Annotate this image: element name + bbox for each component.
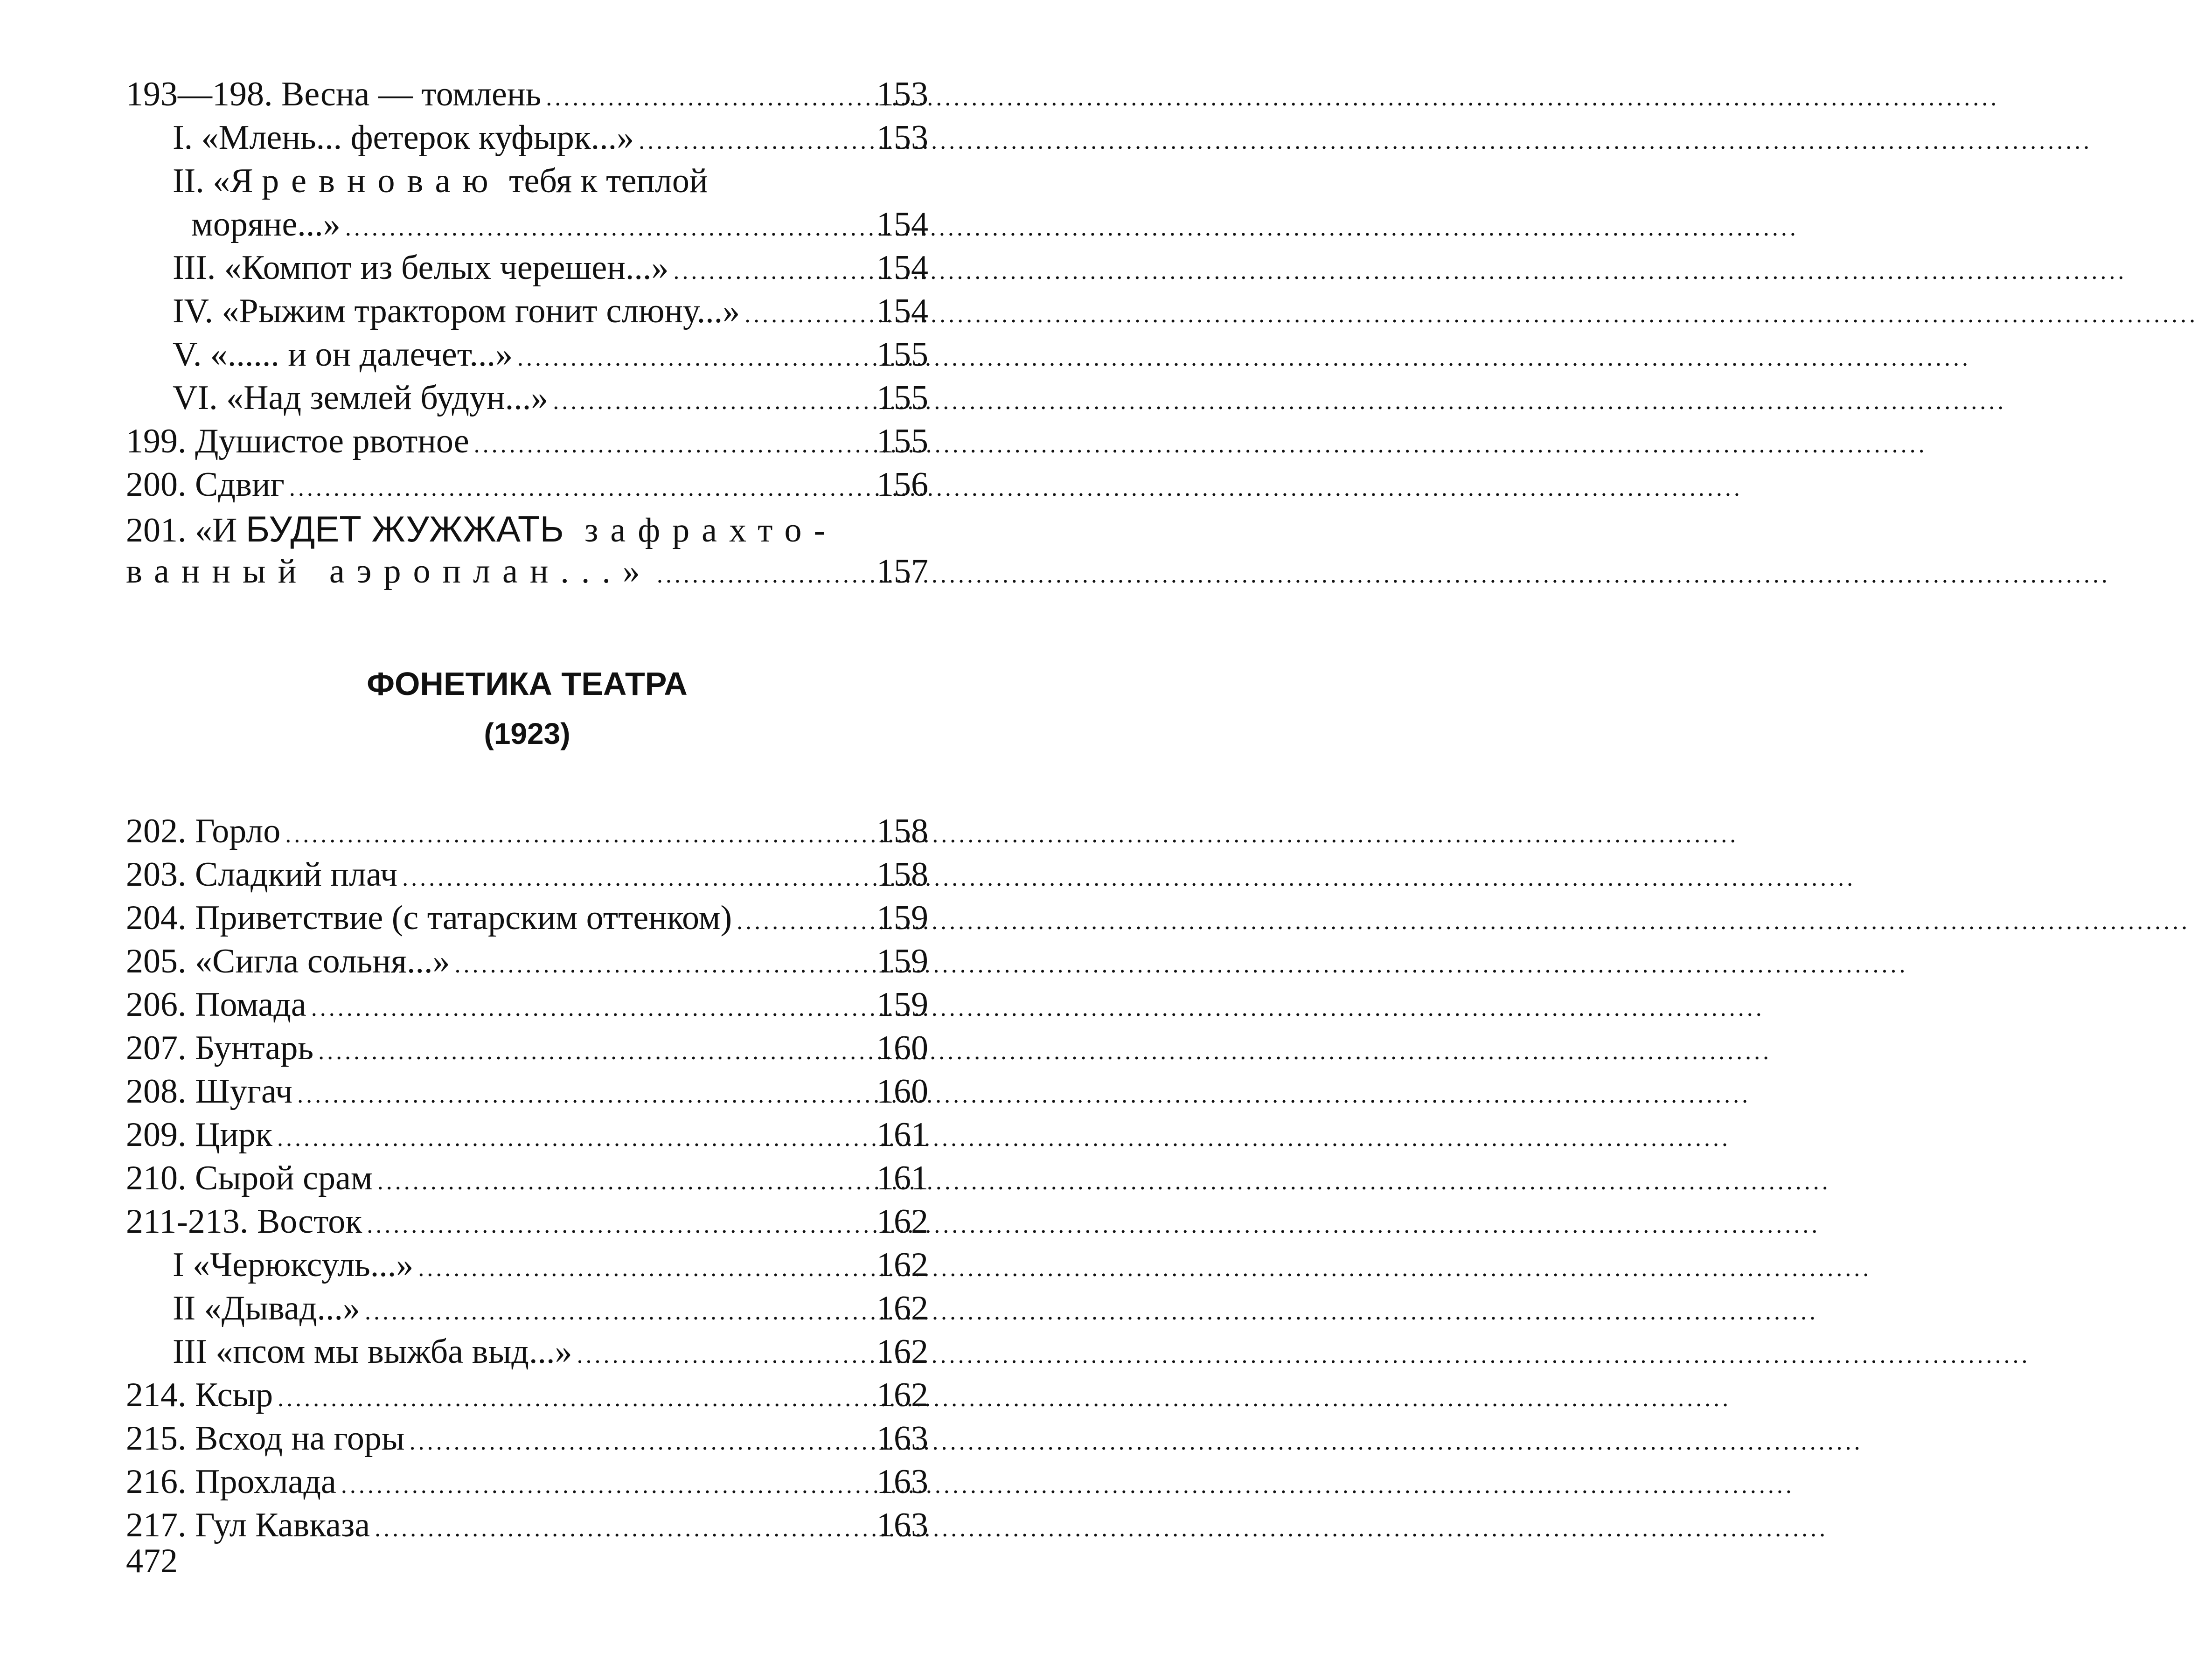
toc-entry-title: 193—198. Весна — томлень (126, 75, 542, 113)
page-number: 472 (126, 1542, 178, 1580)
toc-entry-title-part: II. «Я (173, 162, 262, 200)
toc-entry-page: 163 (876, 1463, 928, 1501)
dot-leader (577, 1343, 872, 1368)
toc-entry-page: 155 (876, 422, 928, 460)
dot-leader (345, 216, 872, 240)
toc-entry-line (126, 508, 928, 554)
dot-leader (517, 346, 872, 370)
toc-entry-page: 160 (876, 1072, 928, 1111)
table-of-contents (126, 77, 928, 1551)
dot-leader (377, 1170, 872, 1194)
dot-leader (474, 433, 872, 457)
toc-entry-title: 204. Приветствие (с татарским оттенком) (126, 899, 732, 937)
toc-entry-page: 161 (876, 1159, 928, 1197)
toc-entry-title: III «псом мы выжба выд...» (173, 1333, 572, 1371)
toc-entry (126, 424, 928, 467)
toc-entry (126, 467, 928, 511)
toc-entry-title: I «Черюксуль...» (173, 1246, 414, 1284)
toc-entry (126, 1031, 928, 1074)
toc-entry-title: 199. Душистое рвотное (126, 422, 469, 460)
toc-entry-page: 156 (876, 465, 928, 504)
dot-leader (318, 1040, 872, 1064)
toc-entry (126, 381, 928, 424)
dot-leader (311, 996, 872, 1020)
toc-entry (126, 1421, 928, 1465)
toc-entry-title: 209. Цирк (126, 1116, 272, 1154)
toc-entry-page: 159 (876, 942, 928, 980)
toc-entry-title-part: тебя к теплой (500, 162, 708, 200)
dot-leader (297, 1083, 872, 1107)
toc-entry-title-continued: моряне...» (191, 205, 341, 243)
toc-entry (126, 77, 928, 120)
toc-entry-page: 162 (876, 1333, 928, 1371)
toc-entry-title: III. «Компот из белых черешен...» (173, 249, 669, 287)
toc-entry-page: 153 (876, 118, 928, 157)
toc-entry-page: 159 (876, 986, 928, 1024)
toc-entry (126, 1291, 928, 1334)
toc-entry (126, 1378, 928, 1421)
toc-entry-page: 158 (876, 855, 928, 894)
toc-section-list (126, 814, 928, 1551)
toc-entry-page: 158 (876, 812, 928, 850)
toc-entry-title: 203. Сладкий плач (126, 855, 398, 894)
toc-entry-title (173, 164, 708, 198)
dot-leader (278, 1387, 872, 1411)
toc-entry-title-spaced: зафрахто- (563, 511, 838, 549)
toc-entry-page: 161 (876, 1116, 928, 1154)
toc-entry-title: II «Дывад...» (173, 1289, 360, 1327)
dot-leader (455, 953, 872, 977)
toc-entry-title: 208. Шугач (126, 1072, 293, 1111)
toc-entry-title: 207. Бунтарь (126, 1029, 314, 1067)
dot-leader (341, 1473, 872, 1498)
toc-entry-title: VI. «Над землей будун...» (173, 379, 549, 417)
dot-leader (285, 823, 872, 847)
toc-entry-page: 153 (876, 75, 928, 113)
toc-entry-line (126, 164, 928, 207)
toc-entry (126, 207, 928, 250)
dot-leader (277, 1126, 872, 1151)
dot-leader (737, 909, 872, 934)
toc-entry-title: 202. Горло (126, 812, 281, 850)
toc-entry (126, 554, 928, 597)
toc-entry-title: 200. Сдвиг (126, 465, 285, 504)
toc-entry-page: 155 (876, 379, 928, 417)
dot-leader (410, 1430, 872, 1454)
dot-leader (546, 86, 872, 110)
toc-entry-title: 216. Прохлада (126, 1463, 336, 1501)
toc-entry (126, 337, 928, 381)
toc-entry-page: 162 (876, 1202, 928, 1241)
toc-entry-title: 215. Всход на горы (126, 1419, 405, 1458)
toc-entry-title-part: 201. «И (126, 511, 246, 549)
toc-entry (126, 1074, 928, 1118)
toc-entry-title: 214. Ксыр (126, 1376, 273, 1414)
dot-leader (365, 1300, 872, 1324)
dot-leader (289, 476, 872, 500)
toc-entry-title (126, 508, 838, 549)
toc-entry (126, 1508, 928, 1551)
toc-entry-title: 206. Помада (126, 986, 306, 1024)
toc-entry-title: 211-213. Восток (126, 1202, 362, 1241)
toc-entry (126, 1334, 928, 1378)
toc-entry (126, 901, 928, 944)
toc-entry (126, 1248, 928, 1291)
toc-entry-title-caps: БУДЕТ ЖУЖЖАТЬ (245, 508, 564, 549)
toc-entry (126, 944, 928, 987)
toc-entry-page: 154 (876, 249, 928, 287)
toc-entry-page: 155 (876, 335, 928, 374)
dot-leader (367, 1213, 872, 1237)
toc-entry-page: 163 (876, 1419, 928, 1458)
toc-entry-page: 162 (876, 1246, 928, 1284)
section-year: (1923) (484, 717, 570, 750)
dot-leader (639, 129, 872, 153)
toc-entry (126, 250, 928, 294)
toc-entry-title: I. «Млень... фетерок куфырк...» (173, 118, 634, 157)
toc-entry-page: 160 (876, 1029, 928, 1067)
toc-entry (126, 1465, 928, 1508)
toc-entry (126, 987, 928, 1031)
toc-entry-page: 157 (876, 552, 928, 590)
toc-entry-title: 217. Гул Кавказа (126, 1506, 370, 1544)
toc-entry-page: 162 (876, 1376, 928, 1414)
toc-entry-title: 205. «Сигла сольня...» (126, 942, 450, 980)
dot-leader (418, 1257, 872, 1281)
dot-leader (744, 303, 872, 327)
dot-leader (375, 1517, 872, 1541)
toc-entry-title-spaced: ревноваю (262, 162, 501, 200)
toc-entry-page: 159 (876, 899, 928, 937)
toc-entry-page: 163 (876, 1506, 928, 1544)
toc-entry (126, 1118, 928, 1161)
toc-entry-title: 210. Сырой срам (126, 1159, 373, 1197)
toc-entry-page: 154 (876, 292, 928, 330)
toc-entry (126, 1161, 928, 1204)
toc-entry (126, 294, 928, 337)
dot-leader (553, 389, 872, 414)
section-title: ФОНЕТИКА ТЕАТРА (367, 666, 688, 702)
toc-entry (126, 857, 928, 901)
toc-entry-page: 154 (876, 205, 928, 243)
dot-leader (657, 563, 872, 587)
dot-leader (402, 866, 872, 890)
toc-entry (126, 814, 928, 857)
toc-entry-page: 162 (876, 1289, 928, 1327)
toc-entry-title: V. «...... и он далечет...» (173, 335, 513, 374)
dot-leader (673, 259, 872, 284)
toc-entry-title-continued: ванный аэроплан...» (126, 552, 652, 590)
toc-entry (126, 120, 928, 164)
toc-entry (126, 1204, 928, 1248)
toc-entry-title: IV. «Рыжим трактором гонит слюну...» (173, 292, 740, 330)
